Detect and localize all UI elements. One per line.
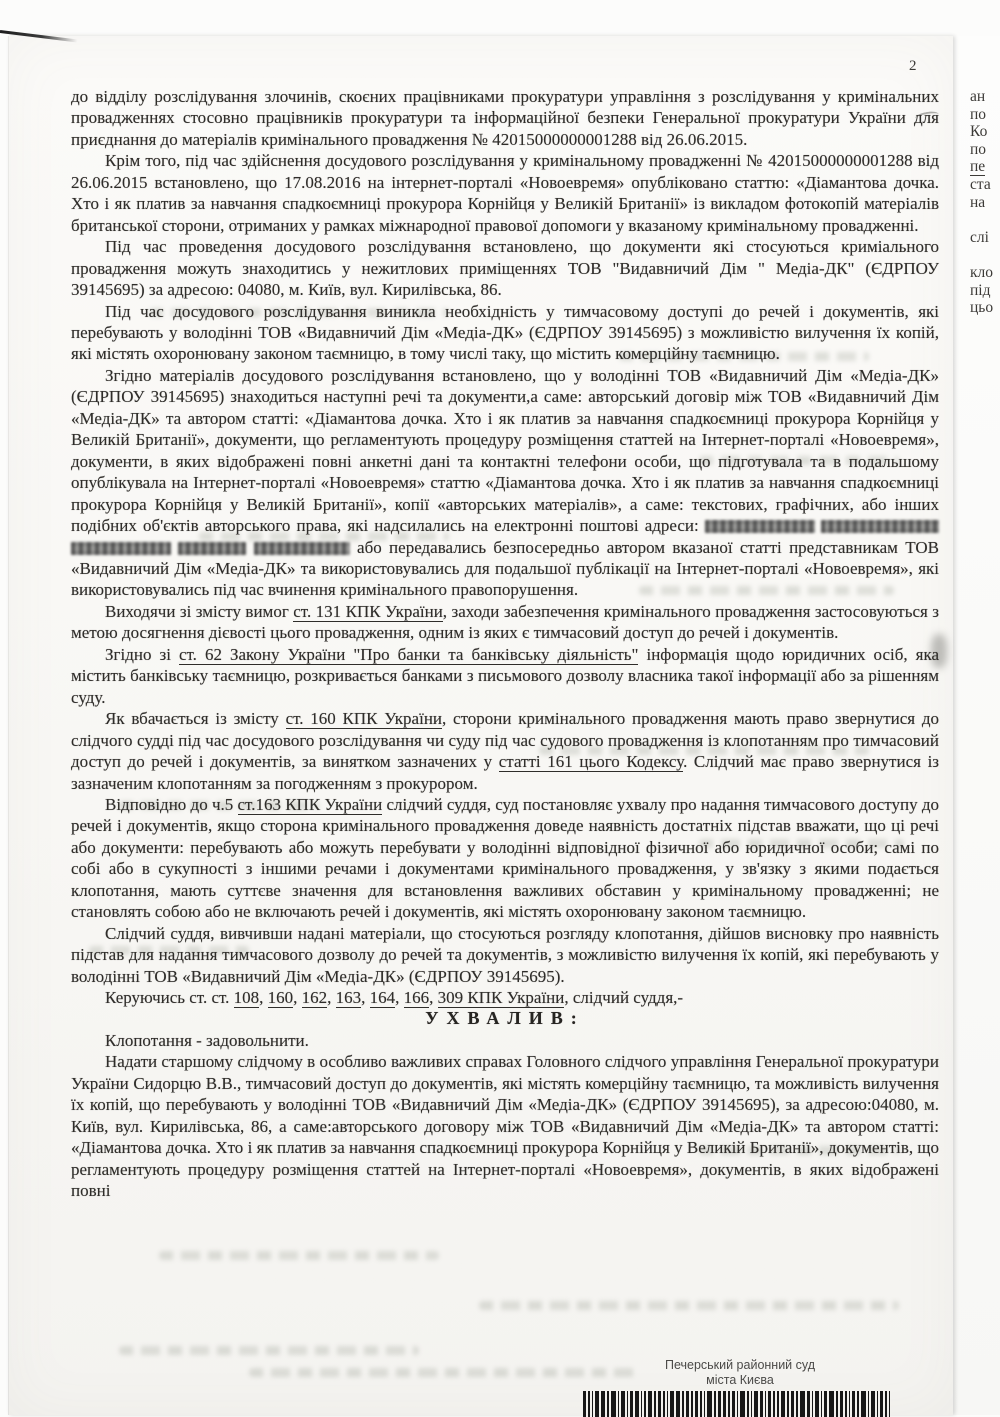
barcode-bar: [658, 1391, 661, 1417]
barcode-bar: [740, 1391, 745, 1417]
barcode-bar: [607, 1391, 609, 1417]
paragraph: [71, 1051, 939, 1201]
barcode-bar: [700, 1391, 702, 1417]
paragraph: [71, 365, 939, 601]
paragraph: [71, 301, 939, 365]
text-run: інформація щодо юридичних осіб, яка містить банківську таємницю, розкривається банками з письмового дозволу власника такої інформації або за рішенням суду.: [71, 644, 940, 707]
next-page-text-fragment: ан: [970, 88, 986, 105]
legal-citation: ст. 62 Закону України "Про банки та банківську діяльність": [178, 644, 639, 664]
barcode-bar: [732, 1391, 735, 1417]
text-run: Виходячи зі змісту вимог: [105, 601, 294, 621]
barcode-bar: [611, 1391, 616, 1417]
paragraph: [71, 86, 939, 150]
paragraph: [71, 923, 939, 987]
text-run: , заходи забезпечення кримінального провадження застосовуються з метою досягнення дієвості цього провадження, одним із яких є тимчасовий доступ до речей і документів.: [71, 601, 939, 643]
text-run: Керуючись ст. ст.: [105, 988, 234, 1008]
barcode-bar: [627, 1391, 629, 1417]
barcode-bar: [686, 1391, 689, 1417]
barcode-bar: [781, 1391, 786, 1417]
barcode-bar: [885, 1391, 887, 1417]
barcode-bar: [871, 1391, 874, 1417]
paragraph: [71, 1030, 939, 1051]
text-run: ,: [361, 988, 370, 1008]
barcode-bar: [777, 1391, 779, 1417]
barcode-bar: [824, 1391, 827, 1417]
barcode-bar: [618, 1391, 620, 1417]
next-page-text-fragment: цьо: [970, 299, 994, 317]
barcode-bar: [765, 1391, 767, 1417]
barcode-bar: [821, 1391, 823, 1417]
text-run: Під час досудового розслідування виникла необхідність у тимчасовому доступі до речей і документів, які перебувають у володінні ТОВ «Видавничий Дім «Медіа-ДК» (ЄДРПОУ 39145695) з можливістю вилучення їх копій, які містять охоронювану законом таємницю, в тому числі таку, що містить комерційну таємницю.: [71, 301, 939, 364]
redacted-email: [178, 542, 246, 555]
text-run: Згідно матеріалів досудового розслідування встановлено, що у володінні ТОВ «Видавничий Дім «Медіа-ДК» (ЄДРПОУ 39145695) знаходиться наступні речі та документи,а саме: авторський договір між ТОВ «Видавничий Дім «Медіа-ДК» та автором статті: «Діамантова дочка. Хто і як платив за навчання спадкоємниці прокурора Корнійця у Великій Британії», документи, що регламентують процедуру розміщення статтей на Інтернет-порталі «Новоевремя», документи, в яких відображені повні анкетні дані та контактні телефони особи, що підготувала та в подальшому опублікувала на Інтернет-порталі «Новоевремя» статтю «Діамантова дочка. Хто і як платив за навчання спадкоємниці прокурора Корнійця у Великій Британії», копії «авторських матеріалів», а саме: текстових, графічних, або інших подібних об'єктів авторського права, які надсилались на електронні поштові адреси:: [71, 365, 939, 536]
scan-edge-artifact: [0, 30, 78, 42]
legal-citation: 164: [369, 988, 396, 1008]
barcode-bar: [595, 1391, 598, 1417]
redacted-email: [821, 520, 939, 533]
barcode-bar: [641, 1391, 643, 1417]
barcode-bar: [787, 1391, 789, 1417]
legal-citation: ст.163 КПК України: [237, 794, 383, 814]
text-run: Під час проведення досудового розслідування встановлено, що документи які стосуються криміального провадження можуть знаходитись у нежитлових приміщеннях ТОВ "Видавничий Дім " Медіа-ДК" (ЄДРПОУ 39145695) за адресою: 04080, м. Київ, вул. Кирилівська, 86.: [71, 237, 939, 300]
barcode-bar: [747, 1391, 749, 1417]
text-run: слідчий суддя, суд постановляє ухвалу про надання тимчасового доступу до речей і документів, якщо сторона кримінального провадження доведе наявність достатніх підстав вважати, що ці речі або документи: перебувають або можуть перебувати у володінні відповідної фізичної або юридичної особи; самі по собі або в сукупності з іншими речами і документами кримінального провадження, у зв'язку з якими подається клопотання, мають суттєве значення для встановлення важливих обставин у кримінальному провадженні; не становлять собою або не включають речей і документів, які містять охоронювану законом таємницю.: [71, 794, 939, 922]
barcode-bar: [840, 1391, 843, 1417]
barcode-bar: [644, 1391, 646, 1417]
text-run: Як вбачається із змісту: [105, 709, 286, 729]
barcode-bar: [773, 1391, 775, 1417]
redacted-email: [254, 542, 350, 555]
redacted-email: [71, 542, 171, 555]
barcode-bar: [815, 1391, 818, 1417]
barcode-bar: [880, 1391, 883, 1417]
next-page-text-fragment: ста: [970, 175, 991, 193]
ruling-heading: [71, 1008, 939, 1029]
barcode-bar: [635, 1391, 638, 1417]
text-run: [171, 538, 178, 557]
barcode-bar: [723, 1391, 726, 1417]
court-name: Печерський районний суд: [664, 1358, 816, 1372]
barcode-bar: [695, 1391, 698, 1417]
barcode-bar: [663, 1391, 665, 1417]
barcode-bar: [868, 1391, 870, 1417]
ruling-text-body: [71, 86, 939, 1202]
barcode-bar: [592, 1391, 594, 1417]
barcode-bar: [670, 1391, 673, 1417]
page-number: 2: [909, 58, 917, 74]
text-run: ,: [395, 988, 404, 1008]
barcode-bar: [691, 1391, 693, 1417]
barcode-bar: [857, 1391, 859, 1417]
barcode-bar: [807, 1391, 810, 1417]
paragraph: [71, 794, 939, 923]
legal-citation: статті 161 цього Кодексу: [498, 752, 684, 772]
text-run: . Слідчий має право звернутися із зазначеним клопотанням за погодженням з прокурором.: [71, 752, 940, 793]
text-run: ,: [293, 988, 302, 1008]
barcode-bar: [791, 1391, 794, 1417]
bleedthrough-artifact: [119, 1346, 419, 1355]
redacted-email: [705, 520, 815, 533]
next-page-text-fragment: [970, 211, 993, 229]
barcode-bar: [630, 1391, 633, 1417]
barcode-bar: [583, 1391, 586, 1417]
barcode-bar: [751, 1391, 753, 1417]
next-page-text-fragment: [970, 246, 993, 264]
next-page-text-fragment: по: [970, 105, 987, 123]
next-page-text-fragment: по: [970, 140, 987, 158]
next-page-text-fragment: на: [970, 193, 986, 211]
legal-citation: ст. 131 КПК України: [293, 601, 443, 621]
barcode-bar: [829, 1391, 834, 1417]
paragraph: [71, 987, 939, 1008]
next-page-text-fragment: Ко: [970, 123, 988, 141]
barcode-bar: [714, 1391, 716, 1417]
barcode-bar: [667, 1391, 669, 1417]
court-city: міста Києва: [706, 1373, 774, 1387]
barcode-bar: [682, 1391, 684, 1417]
text-run: Згідно зі: [105, 644, 179, 664]
paragraph: [71, 150, 939, 236]
court-barcode: [583, 1391, 897, 1417]
barcode-bar: [648, 1391, 653, 1417]
next-page-text-fragment: кло: [970, 263, 994, 281]
text-run: Клопотання - задовольнити.: [105, 1030, 309, 1050]
barcode-bar: [849, 1391, 851, 1417]
legal-citation: 162: [301, 988, 328, 1008]
text-run: , сторони кримінального провадження мають право звернутися до слідчого судді під час досудового розслідування чи суду під час судового провадження із клопотанням про тимчасовий доступ до речей і документів, за винятком зазначених у: [71, 709, 939, 772]
legal-citation: 163: [335, 988, 362, 1008]
text-run: УХВАЛИВ:: [425, 1008, 585, 1029]
barcode-bar: [812, 1391, 814, 1417]
text-run: Відповідно до ч.5: [105, 794, 238, 814]
paragraph: [71, 708, 939, 794]
bleedthrough-artifact: [479, 1301, 899, 1310]
text-run: ,: [429, 988, 438, 1008]
text-run: Надати старшому слідчому в особливо важливих справах Головного слідчого управління Генеральної прокуратури України Сидорцю В.В., тимчасовий доступ до документів, які містять комерційну таємницю, та можливість вилучення їх копій, що перебувають у володінні ТОВ «Видавничий Дім «Медіа-ДК» (ЄДРПОУ 39145695), за адресою:04080, м. Київ, вул. Кирилівська, 86, а саме:авторського договору між ТОВ «Видавничий Дім «Медіа-ДК» та автором статті: «Діамантова дочка. Хто і як платив за навчання спадкоємниці прокурора Корнійця у Великій Британії», документів, що регламентують процедуру розміщення статтей на Інтернет-порталі «Новоевремя», документів, в яких відображені повні: [71, 1052, 939, 1201]
text-run: до відділу розслідування злочинів, скоєних працівниками прокуратури управління з розслідування у кримінальних провадженнях стосовно працівників прокуратури та інформаційної безпеки Генеральної прокуратури України для приєднання до матеріалів кримінального провадження № 42015000000001288 від 26.06.2015.: [71, 87, 939, 149]
barcode-bar: [754, 1391, 757, 1417]
barcode-bar: [654, 1391, 656, 1417]
paragraph: [71, 644, 939, 708]
barcode-bar: [845, 1391, 847, 1417]
barcode-bar: [728, 1391, 730, 1417]
next-page-text-fragment: пе: [970, 158, 986, 176]
barcode-bar: [704, 1391, 706, 1417]
bleedthrough-artifact: [159, 1251, 439, 1260]
court-stamp-footer: [583, 1358, 897, 1417]
barcode-bar: [760, 1391, 763, 1417]
barcode-bar: [768, 1391, 771, 1417]
barcode-bar: [800, 1391, 805, 1417]
next-page-text-fragment: слі: [970, 228, 989, 246]
barcode-bar: [588, 1391, 590, 1417]
barcode-bar: [601, 1391, 606, 1417]
barcode-bar: [796, 1391, 798, 1417]
barcode-bar: [707, 1391, 712, 1417]
text-run: Слідчий суддя, вивчивши надані матеріали, що стосуються розгляду клопотання, дійшов висновку про наявність підстав для надання тимчасового дозволу до речей та документів, з можливістю вилучення їх копій, які перебувають у володінні ТОВ «Видавничий Дім «Медіа-ДК» (ЄДРПОУ 39145695).: [71, 923, 939, 986]
paragraph: [71, 601, 939, 644]
legal-citation: 108: [233, 988, 260, 1008]
legal-citation: 160: [267, 988, 294, 1008]
legal-citation: 309 КПК України: [437, 988, 565, 1008]
next-page-text-fragments: [970, 88, 993, 317]
barcode-bar: [889, 1391, 891, 1417]
barcode-bar: [718, 1391, 721, 1417]
barcode-bar: [836, 1391, 838, 1417]
barcode-bar: [852, 1391, 855, 1417]
court-order-page: [8, 36, 953, 1415]
text-run: , слідчий суддя,-: [564, 988, 684, 1008]
next-page-text-fragment: під: [970, 281, 991, 299]
next-page-edge: [948, 36, 1000, 1415]
barcode-bar: [676, 1391, 681, 1417]
text-run: або передавались безпосередньо автором вказаної статті представникам ТОВ «Видавничий Дім «Медіа-ДК» та використовувались для подальшої публікації на Інтернет-порталі «Новоевремя», які використовувались під час вчинення кримінального правопорушення.: [71, 537, 940, 600]
barcode-bar: [737, 1391, 739, 1417]
text-run: ,: [259, 988, 268, 1008]
legal-citation: ст. 160 КПК України: [285, 709, 443, 729]
barcode-bar: [861, 1391, 866, 1417]
paragraph: [71, 236, 939, 300]
text-run: [246, 538, 253, 557]
barcode-bar: [621, 1391, 624, 1417]
legal-citation: 166: [403, 988, 430, 1008]
barcode-bar: [877, 1391, 879, 1417]
text-run: ,: [327, 988, 336, 1008]
bleedthrough-artifact: [249, 1368, 639, 1377]
text-run: Крім того, під час здійснення досудового розслідування у кримінальному провадженні № 42015000000001288 від 26.06.2015 встановлено, що 17.08.2016 на інтернет-порталі «Новоевремя» опубліковано статтю: «Діамантова дочка. Хто і як платив за навчання спадкоємниці прокурора Корнійця у Великій Британії» із викладом фотокопій матеріалів британської сторони, отриманих у рамках міжнародної правової допомоги у вказаному кримінальному провадженні.: [71, 151, 939, 235]
